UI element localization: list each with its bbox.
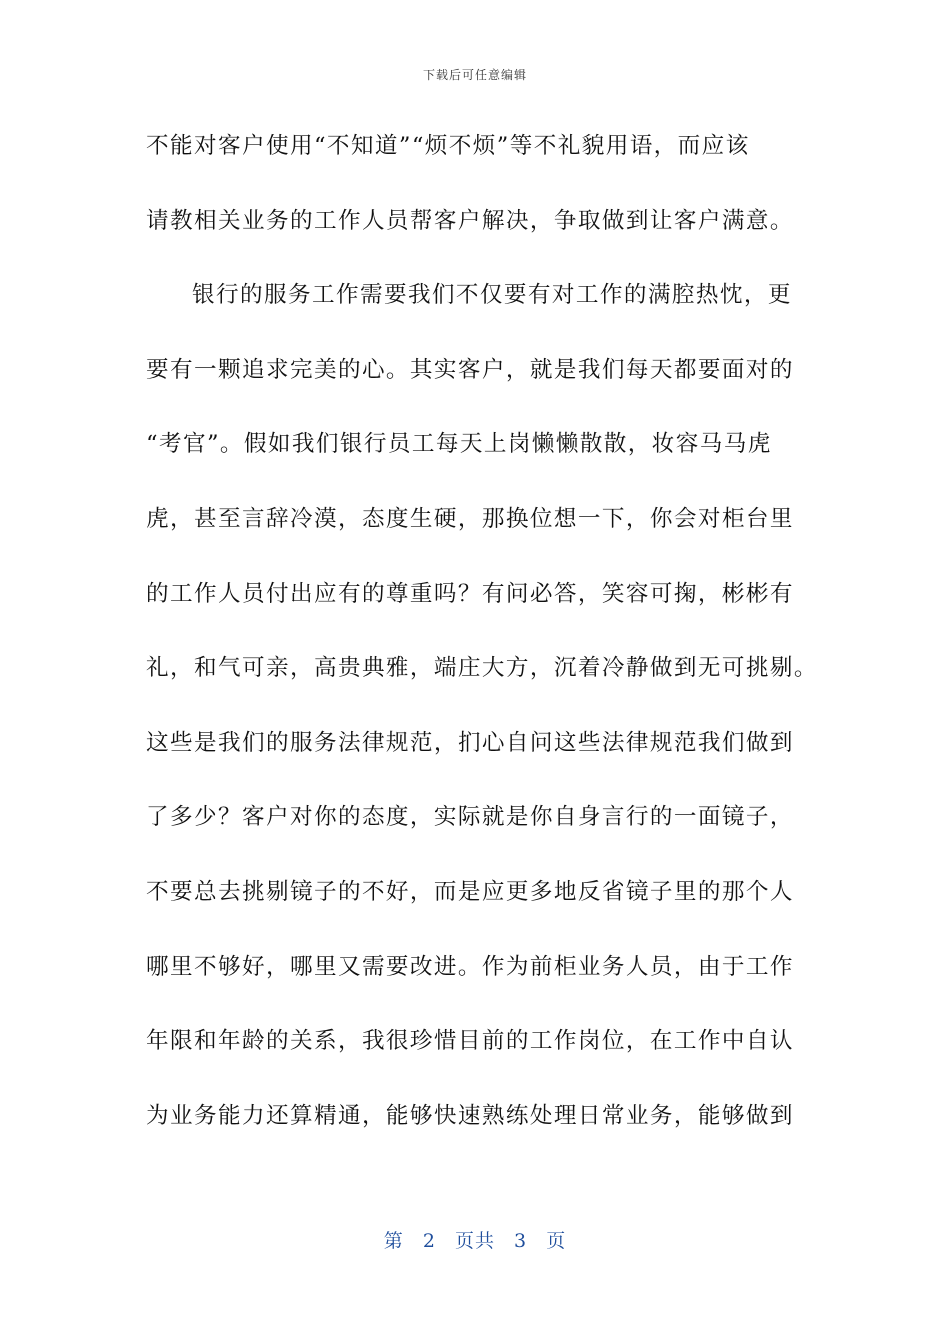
- paragraph-start-line: 银行的服务工作需要我们不仅要有对工作的满腔热忱，更: [192, 282, 792, 309]
- text-line: 请教相关业务的工作人员帮客户解决，争取做到让客户满意。: [146, 207, 794, 234]
- text-line: 不要总去挑剔镜子的不好，而是应更多地反省镜子里的那个人: [146, 878, 794, 905]
- text-line: 虎，甚至言辞冷漠，态度生硬，那换位想一下，你会对柜台里: [146, 505, 794, 532]
- footer-middle: 页共: [454, 1230, 495, 1252]
- text-line: 哪里不够好，哪里又需要改进。作为前柜业务人员，由于工作: [146, 953, 794, 980]
- page-header-note: 下载后可任意编辑: [422, 68, 527, 82]
- footer-suffix: 页: [546, 1230, 567, 1252]
- text-line: 年限和年龄的关系，我很珍惜目前的工作岗位，在工作中自认: [146, 1028, 794, 1055]
- text-line: 的工作人员付出应有的尊重吗？有问必答，笑容可掬，彬彬有: [146, 580, 794, 607]
- text-line: 这些是我们的服务法律规范，扪心自问这些法律规范我们做到: [146, 729, 794, 756]
- document-body: [146, 118, 826, 1162]
- text-line: 礼，和气可亲，高贵典雅，端庄大方，沉着冷静做到无可挑剔。: [146, 655, 818, 682]
- text-line: 了多少？客户对你的态度，实际就是你自身言行的一面镜子，: [146, 804, 794, 831]
- text-line: “考官”。假如我们银行员工每天上岗懒懒散散，妆容马马虎: [146, 431, 772, 458]
- text-line: 不能对客户使用“不知道”“烦不烦”等不礼貌用语，而应该: [146, 133, 750, 159]
- current-page-number: 2: [422, 1230, 436, 1252]
- text-line: 为业务能力还算精通，能够快速熟练处理日常业务，能够做到: [146, 1102, 794, 1129]
- text-line: 要有一颗追求完美的心。其实客户，就是我们每天都要面对的: [146, 356, 794, 383]
- footer-prefix: 第: [383, 1230, 404, 1252]
- total-pages-number: 3: [514, 1230, 528, 1252]
- page-number-footer: [0, 1226, 950, 1253]
